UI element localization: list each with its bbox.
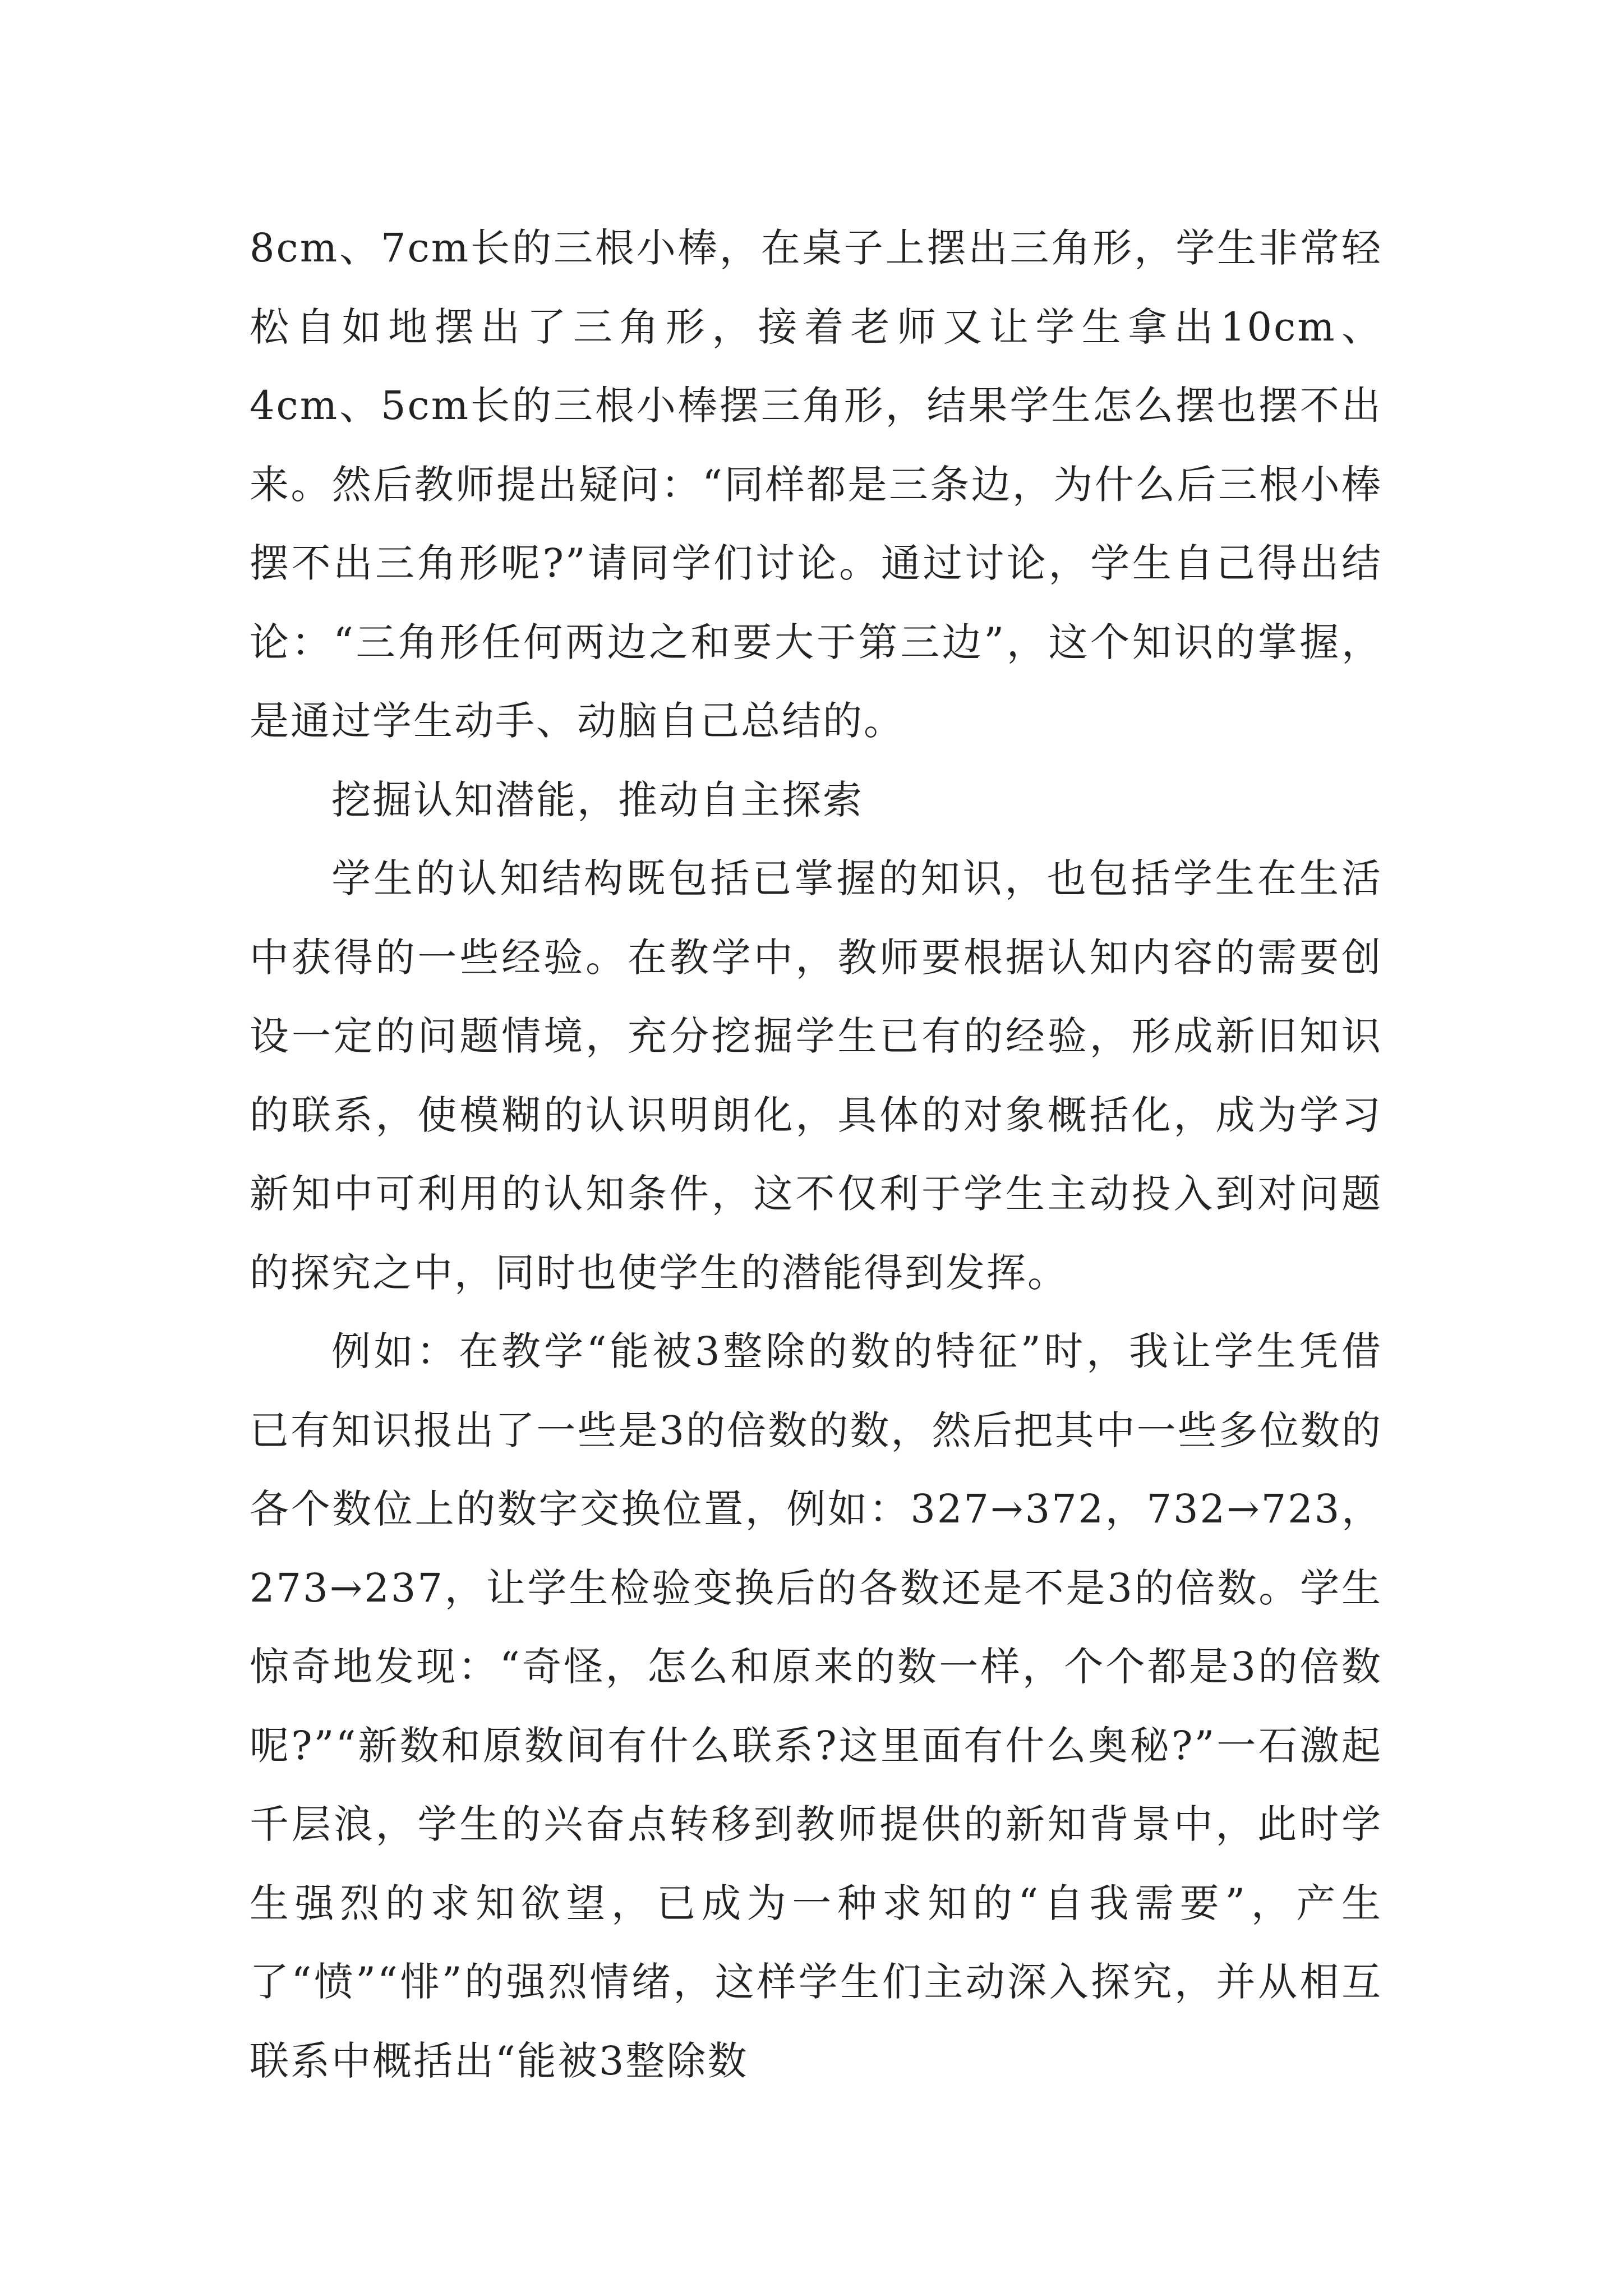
paragraph-triangle-experiment: 8cm、7cm长的三根小棒，在桌子上摆出三角形，学生非常轻松自如地摆出了三角形，接着老师又让学生拿出10cm、4cm、5cm长的三根小棒摆三角形，结果学生怎么摆也摆不出来。然后教师提出疑问：“同样都是三条边，为什么后三根小棒摆不出三角形呢?”请同学们讨论。通过讨论，学生自己得出结论：“三角形任何两边之和要大于第三边”，这个知识的掌握，是通过学生动手、动脑自己总结的。 [250, 225, 1382, 744]
paragraph-cognitive-structure: 学生的认知结构既包括已掌握的知识，也包括学生在生活中获得的一些经验。在教学中，教师要根据认知内容的需要创设一定的问题情境，充分挖掘学生已有的经验，形成新旧知识的联系，使模糊的认识明朗化，具体的对象概括化，成为学习新知中可利用的认知条件，这不仅利于学生主动投入到对问题的探究之中，同时也使学生的潜能得到发挥。 [250, 855, 1382, 1296]
section-heading: 挖掘认知潜能，推动自主探索 [331, 776, 864, 823]
paragraph-divisible-by-three-example: 例如：在教学“能被3整除的数的特征”时，我让学生凭借已有知识报出了一些是3的倍数的数，然后把其中一些多位数的各个数位上的数字交换位置，例如：327→372，732→723，273→237，让学生检验变换后的各数还是不是3的倍数。学生惊奇地发现：“奇怪，怎么和原来的数一样，个个都是3的倍数呢?”“新数和原数间有什么联系?这里面有什么奥秘?”一石激起千层浪，学生的兴奋点转移到教师提供的新知背景中，此时学生强烈的求知欲望，已成为一种求知的“自我需要”，产生了“愤”“悱”的强烈情绪，这样学生们主动深入探究，并从相互联系中概括出“能被3整除数 [250, 1328, 1382, 2084]
document-body [250, 209, 1382, 2100]
